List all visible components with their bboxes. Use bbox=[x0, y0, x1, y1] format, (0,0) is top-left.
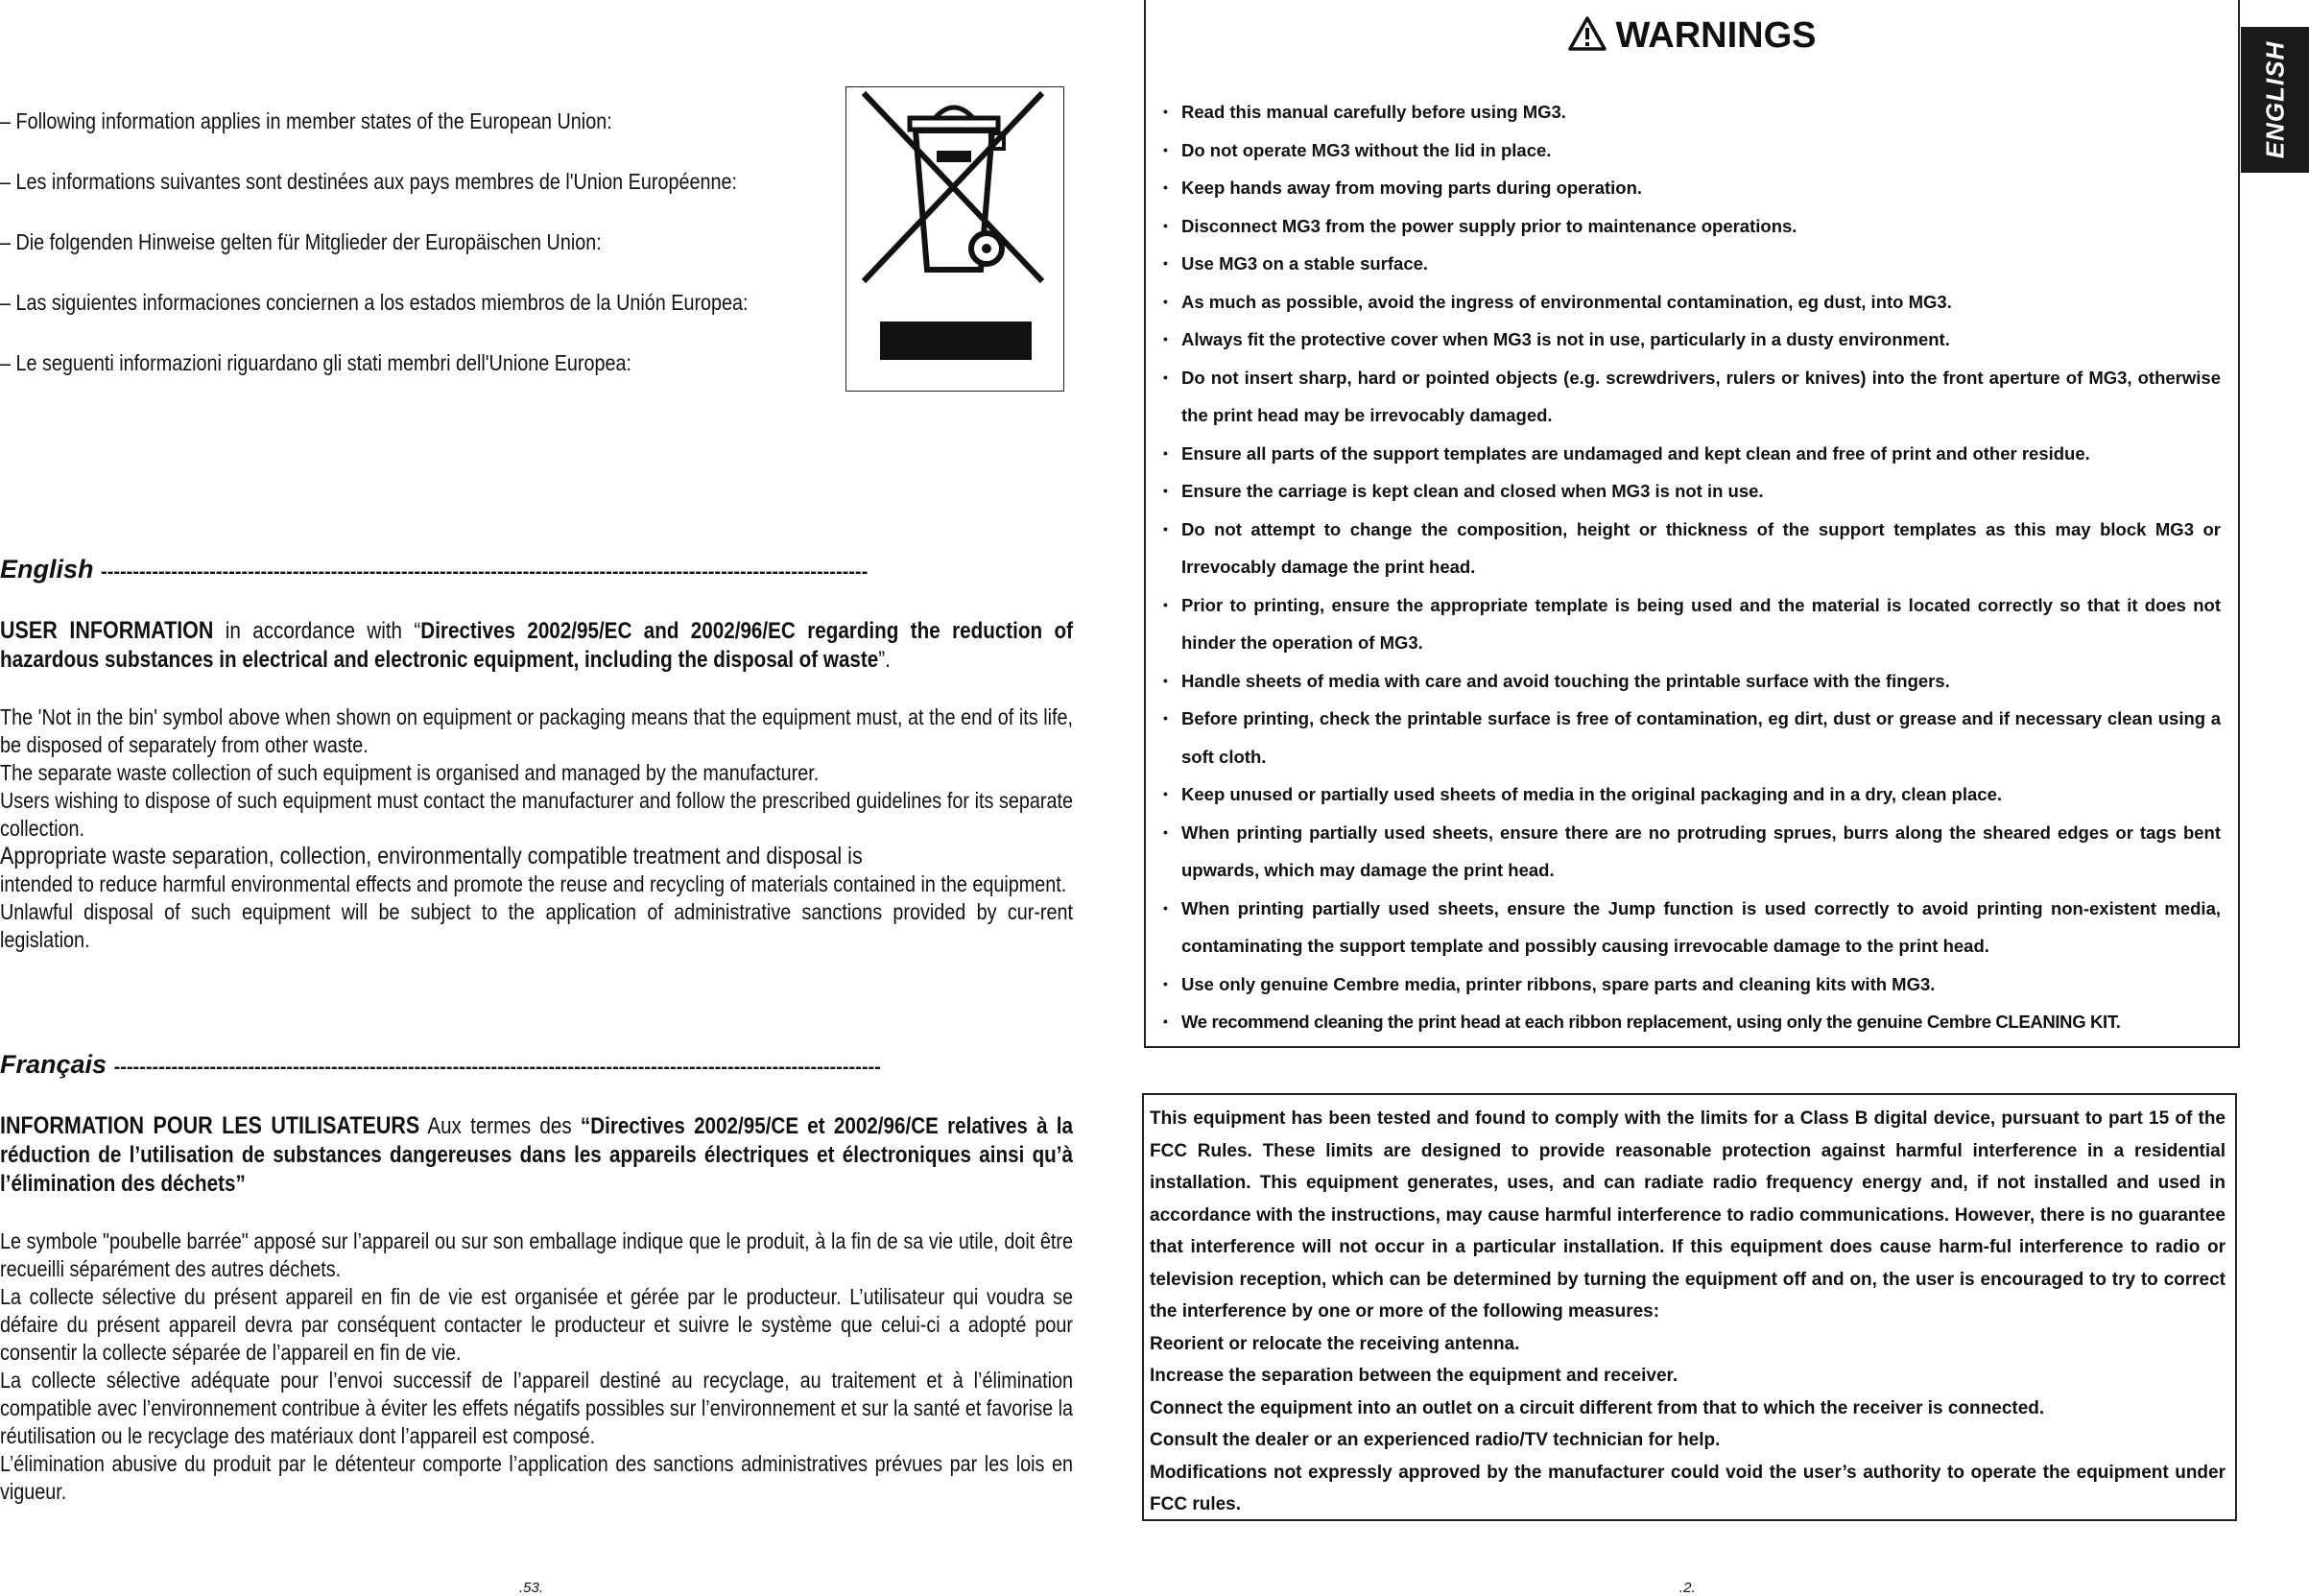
francais-heading-label: Français bbox=[0, 1050, 107, 1079]
warning-item: • Keep unused or partially used sheets of media in the original packaging and in a dry, clean place. bbox=[1163, 775, 2221, 814]
warning-item: • Ensure all parts of the support templates are undamaged and kept clean and free of print and other residue. bbox=[1163, 435, 2221, 473]
warnings-title bbox=[1146, 15, 2238, 60]
weee-symbol-box bbox=[845, 86, 1064, 392]
warning-item: • Use MG3 on a stable surface. bbox=[1163, 245, 2221, 283]
fcc-measure-2: Increase the separation between the equipment and receiver. bbox=[1150, 1366, 1678, 1386]
fcc-measure-4: Consult the dealer or an experienced radio/TV technician for help. bbox=[1150, 1430, 1721, 1450]
warning-item: • When printing partially used sheets, ensure the Jump function is used correctly to avoid printing non-existent media, contaminating the support template and possibly causing irrevocable damage to the print head. bbox=[1163, 890, 2221, 965]
warning-item: • Handle sheets of media with care and avoid touching the printable surface with the fingers. bbox=[1163, 662, 2221, 701]
warning-item: • Always fit the protective cover when MG3 is not in use, particularly in a dusty environment. bbox=[1163, 321, 2221, 359]
warnings-title-text: WARNINGS bbox=[1615, 15, 1817, 56]
francais-p2: La collecte sélective du présent appareil en fin de vie est organisée et gérée par le producteur. L’utilisateur qui voudra se défaire du présent appareil devra par conséquent contacter le producteur et suivre le système que celui-ci a adopté pour consentir la collecte séparée de l’appareil en fin de vie. bbox=[0, 1284, 1073, 1365]
warning-triangle-icon bbox=[1568, 16, 1607, 60]
francais-heading bbox=[0, 1050, 1075, 1080]
fcc-closing: Modifications not expressly approved by the manufacturer could void the user’s authority to operate the equipment under FCC rules. bbox=[1150, 1462, 2226, 1514]
language-tab bbox=[2241, 27, 2309, 173]
heading-rule: ------------------------------------------------------------------------------------------------------------------------ bbox=[101, 561, 869, 583]
language-tab-label: ENGLISH bbox=[2260, 40, 2289, 159]
english-p2: The separate waste collection of such equipment is organised and managed by the manufacturer. bbox=[0, 760, 820, 785]
francais-p4: L’élimination abusive du produit par le détenteur comporte l’application des sanctions administratives prévues par les lois en vigueur. bbox=[0, 1451, 1073, 1504]
fcc-notice-box bbox=[1142, 1093, 2237, 1521]
left-page bbox=[0, 0, 1084, 1596]
fcc-measure-3: Connect the equipment into an outlet on a circuit different from that to which the receiver is connected. bbox=[1150, 1397, 2045, 1418]
warning-item: • Before printing, check the printable surface is free of contamination, eg dirt, dust or grease and if necessary clean using a soft cloth. bbox=[1163, 700, 2221, 775]
warning-item: • Read this manual carefully before using MG3. bbox=[1163, 93, 2221, 131]
english-lead-directives: Directives 2002/95/EC and 2002/96/EC regarding the reduction of hazardous substances in electrical and electronic equipment, including the disposal of waste bbox=[0, 618, 1073, 673]
warning-item: • Do not operate MG3 without the lid in place. bbox=[1163, 131, 2221, 170]
english-p5: intended to reduce harmful environmental effects and promote the reuse and recycling of materials contained in the equipment. bbox=[0, 871, 1067, 896]
eu-intro-fr: – Les informations suivantes sont destinées aux pays membres de l'Union Européenne: bbox=[0, 169, 737, 194]
english-body bbox=[0, 703, 1073, 954]
english-heading bbox=[0, 555, 1075, 584]
eu-intro-list bbox=[0, 107, 825, 410]
heading-rule: ------------------------------------------------------------------------------------------------------------------------ bbox=[113, 1057, 881, 1078]
francais-body bbox=[0, 1227, 1073, 1506]
english-lead-caps: USER INFORMATION bbox=[0, 617, 214, 644]
warnings-box bbox=[1144, 0, 2240, 1048]
english-heading-label: English bbox=[0, 555, 94, 584]
warning-item: • Use only genuine Cembre media, printer ribbons, spare parts and cleaning kits with MG3. bbox=[1163, 965, 2221, 1004]
english-p3: Users wishing to dispose of such equipment must contact the manufacturer and follow the prescribed guidelines for its separate collection. bbox=[0, 788, 1073, 841]
warning-item: • Prior to printing, ensure the appropriate template is being used and the material is located correctly so that it does not hinder the operation of MG3. bbox=[1163, 586, 2221, 662]
english-p4: Appropriate waste separation, collection, environmentally compatible treatment and disposal is bbox=[0, 843, 863, 869]
francais-lead-mid: Aux termes des bbox=[419, 1113, 581, 1139]
francais-p3: La collecte sélective adéquate pour l’envoi successif de l’appareil destiné au recyclage, au traitement et à l’élimination compatible avec l’environnement contribue à éviter les effets négatifs possibles sur l’environnement et sur la santé et favorise la réutilisation ou le recyclage des matériaux dont l’appareil est composé. bbox=[0, 1368, 1073, 1448]
english-p6: Unlawful disposal of such equipment will be subject to the application of administrative sanctions provided by cur-rent legislation. bbox=[0, 899, 1073, 952]
francais-p1: Le symbole "poubelle barrée" apposé sur l’appareil ou sur son emballage indique que le produit, à la fin de sa vie utile, doit être recueilli séparément des autres déchets. bbox=[0, 1228, 1073, 1281]
crossed-out-wheelie-bin-icon bbox=[846, 87, 1065, 393]
eu-intro-en: – Following information applies in member states of the European Union: bbox=[0, 108, 612, 133]
warning-item: • As much as possible, avoid the ingress of environmental contamination, eg dust, into MG3. bbox=[1163, 283, 2221, 322]
english-section bbox=[0, 616, 1073, 954]
francais-lead-directives: “Directives 2002/95/CE et 2002/96/CE relatives à la réduction de l’utilisation de substances dangereuses dans les appareils électriques et électroniques ainsi qu’à l’élimination des déchets” bbox=[0, 1113, 1073, 1197]
eu-intro-es: – Las siguientes informaciones conciernen a los estados miembros de la Unión Europea: bbox=[0, 290, 749, 315]
warning-item: • Ensure the carriage is kept clean and closed when MG3 is not in use. bbox=[1163, 472, 2221, 511]
english-p1: The 'Not in the bin' symbol above when shown on equipment or packaging means that the equipment must, at the end of its life, be disposed of separately from other waste. bbox=[0, 704, 1073, 757]
warning-item: • Disconnect MG3 from the power supply prior to maintenance operations. bbox=[1163, 207, 2221, 246]
english-lead-end: ”. bbox=[878, 647, 891, 673]
english-lead-mid: in accordance with “ bbox=[213, 618, 421, 644]
francais-section bbox=[0, 1111, 1073, 1506]
warning-item: • We recommend cleaning the print head at each ribbon replacement, using only the genuine Cembre CLEANING KIT. bbox=[1163, 1003, 2221, 1041]
fcc-measure-1: Reorient or relocate the receiving antenna. bbox=[1150, 1333, 1520, 1354]
warning-item: • Do not attempt to change the composition, height or thickness of the support templates as this may block MG3 or Irrevocably damage the print head. bbox=[1163, 511, 2221, 586]
fcc-intro: This equipment has been tested and found to comply with the limits for a Class B digital device, pursuant to part 15 of the FCC Rules. These limits are designed to provide reasonable protection against harmful interference in a residential installation. This equipment generates, uses, and can radiate radio frequency energy and, if not installed and used in accordance with the instructions, may cause harmful interference to radio communications. However, there is no guarantee that interference will not occur in a particular installation. If this equipment does cause harm-ful interference to radio or television reception, which can be determined by turning the equipment off and on, the user is encouraged to try to correct the interference by one or more of the following measures: bbox=[1150, 1108, 2226, 1322]
francais-lead-caps: INFORMATION POUR LES UTILISATEURS bbox=[0, 1112, 420, 1139]
english-lead bbox=[0, 616, 1073, 675]
warnings-list bbox=[1163, 93, 2221, 1041]
eu-intro-it: – Le seguenti informazioni riguardano gli stati membri dell'Unione Europea: bbox=[0, 350, 631, 375]
eu-intro-de: – Die folgenden Hinweise gelten für Mitglieder der Europäischen Union: bbox=[0, 229, 602, 254]
warning-item: • Do not insert sharp, hard or pointed objects (e.g. screwdrivers, rulers or knives) into the front aperture of MG3, otherwise the print head may be irrevocably damaged. bbox=[1163, 359, 2221, 435]
left-page-number: .53. bbox=[519, 1580, 544, 1596]
right-page-number: .2. bbox=[1679, 1580, 1696, 1596]
warning-item: • Keep hands away from moving parts during operation. bbox=[1163, 169, 2221, 207]
warning-item: • When printing partially used sheets, ensure there are no protruding sprues, burrs along the sheared edges or tags bent upwards, which may damage the print head. bbox=[1163, 814, 2221, 890]
francais-lead bbox=[0, 1111, 1073, 1199]
